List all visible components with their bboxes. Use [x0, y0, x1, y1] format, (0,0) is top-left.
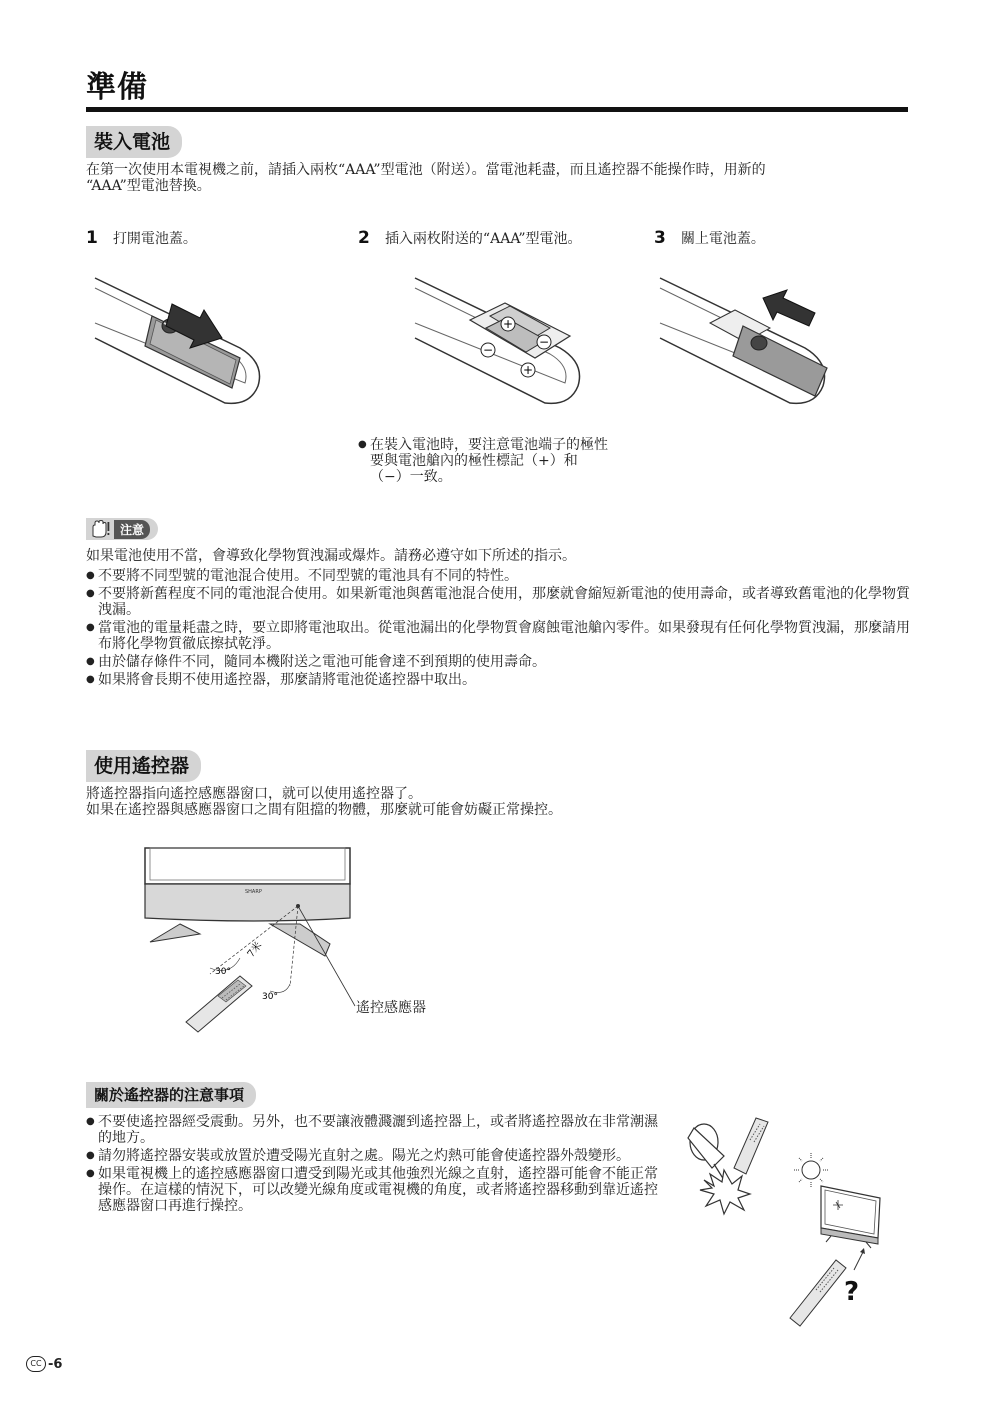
question-mark-icon: ? [844, 1277, 860, 1307]
remote-notes-list [86, 1114, 671, 1216]
step-number: 2 [358, 228, 370, 248]
polarity-note-line2: 要與電池艙內的極性標記（+）和 [370, 453, 578, 469]
step-3 [654, 228, 765, 248]
polarity-note-line3: （−）一致。 [370, 469, 452, 485]
caution-item: ● 不要將不同型號的電池混合使用。不同型號的電池具有不同的特性。 [86, 568, 911, 584]
plus-marker-label: + [502, 317, 514, 331]
tv-screen [145, 848, 350, 884]
caution-item: ● 當電池的電量耗盡之時，要立即將電池取出。從電池漏出的化學物質會腐蝕電池艙內零件。如果發現有任何化學物質洩漏，那麼請用布將化學物質徹底擦拭乾淨。 [86, 620, 911, 652]
page-number: -6 [48, 1356, 63, 1372]
page-title: 準備 [86, 70, 148, 105]
polarity-note [358, 437, 638, 487]
polarity-note-item [358, 437, 638, 485]
brand-logo: SHARP [245, 889, 262, 895]
sun-icon [794, 1153, 828, 1187]
step-number: 3 [654, 228, 666, 248]
remote-section-text [86, 786, 916, 818]
caution-badge [86, 518, 158, 540]
sensor-label: 遙控感應器 [356, 1000, 426, 1016]
open-battery-cover-illustration [90, 268, 270, 416]
minus-marker-label: − [538, 335, 550, 349]
title-rule [86, 107, 908, 112]
step-2 [358, 228, 582, 248]
caution-intro: 如果電池使用不當，會導致化學物質洩漏或爆炸。請務必遵守如下所述的指示。 [86, 548, 576, 564]
tv-icon [821, 1186, 880, 1248]
caution-item: ● 由於儲存條件不同，隨同本機附送之電池可能會達不到預期的使用壽命。 [86, 654, 911, 670]
battery-intro-line1: 在第一次使用本電視機之前，請插入兩枚“AAA”型電池（附送）。當電池耗盡，而且遙控器不能操作時，用新的 [86, 162, 766, 178]
remote-note-item: ● 如果電視機上的遙控感應器窗口遭受到陽光或其他強烈光線之直射，遙控器可能會不能正常操作。在這樣的情況下，可以改變光線角度或電視機的角度，或者將遙控器移動到靠近遙控感應器窗口再進行操控。 [86, 1166, 671, 1214]
angle-left-label: 30° [215, 967, 231, 977]
battery-section-heading: 裝入電池 [86, 126, 182, 158]
sunlight-illustration [786, 1150, 886, 1330]
remote-line2: 如果在遙控器與感應器窗口之間有阻擋的物體，那麼就可能會妨礙正常操控。 [86, 802, 562, 818]
battery-intro [86, 162, 916, 194]
step-text: 插入兩枚附送的“AAA”型電池。 [384, 231, 582, 247]
caution-item: ● 不要將新舊程度不同的電池混合使用。如果新電池與舊電池混合使用，那麼就會縮短新電池的使用壽命，或者導致舊電池的化學物質洩漏。 [86, 586, 911, 618]
remote-control-icon [734, 1118, 768, 1174]
remote-line1: 將遙控器指向遙控感應器窗口，就可以使用遙控器了。 [86, 786, 422, 802]
remote-control-icon [186, 976, 252, 1032]
battery-intro-line2: “AAA”型電池替換。 [86, 178, 211, 194]
remote-section-heading: 使用遙控器 [86, 750, 201, 782]
caution-list [86, 568, 911, 690]
remote-notes-heading: 關於遙控器的注意事項 [86, 1082, 256, 1108]
plus-marker-label: + [522, 363, 534, 377]
liquid-splash-illustration [684, 1110, 784, 1220]
caution-item: ● 如果將會長期不使用遙控器，那麼請將電池從遙控器中取出。 [86, 672, 911, 688]
step-text: 打開電池蓋。 [112, 231, 197, 247]
remote-control-icon [790, 1260, 846, 1326]
caution-label: 注意 [114, 520, 150, 539]
step-number: 1 [86, 228, 98, 248]
minus-marker-label: − [482, 343, 494, 357]
polarity-note-line1: ● 在裝入電池時，要注意電池端子的極性 [370, 437, 608, 453]
step-1 [86, 228, 197, 248]
hand-warning-icon [90, 520, 110, 538]
distance-label: 7米 [245, 940, 265, 960]
insert-batteries-illustration [410, 268, 590, 416]
language-icon: CC [26, 1356, 46, 1372]
angle-right-label: 30° [262, 992, 278, 1002]
close-battery-cover-illustration [655, 268, 835, 416]
page-footer [26, 1356, 62, 1372]
step-text: 關上電池蓋。 [680, 231, 765, 247]
splash-icon [700, 1170, 750, 1214]
remote-note-item: ● 不要使遙控器經受震動。另外，也不要讓液體濺灑到遙控器上，或者將遙控器放在非常潮濕的地方。 [86, 1114, 671, 1146]
remote-note-item: ● 請勿將遙控器安裝或放置於遭受陽光直射之處。陽光之灼熱可能會使遙控器外殼變形。 [86, 1148, 671, 1164]
